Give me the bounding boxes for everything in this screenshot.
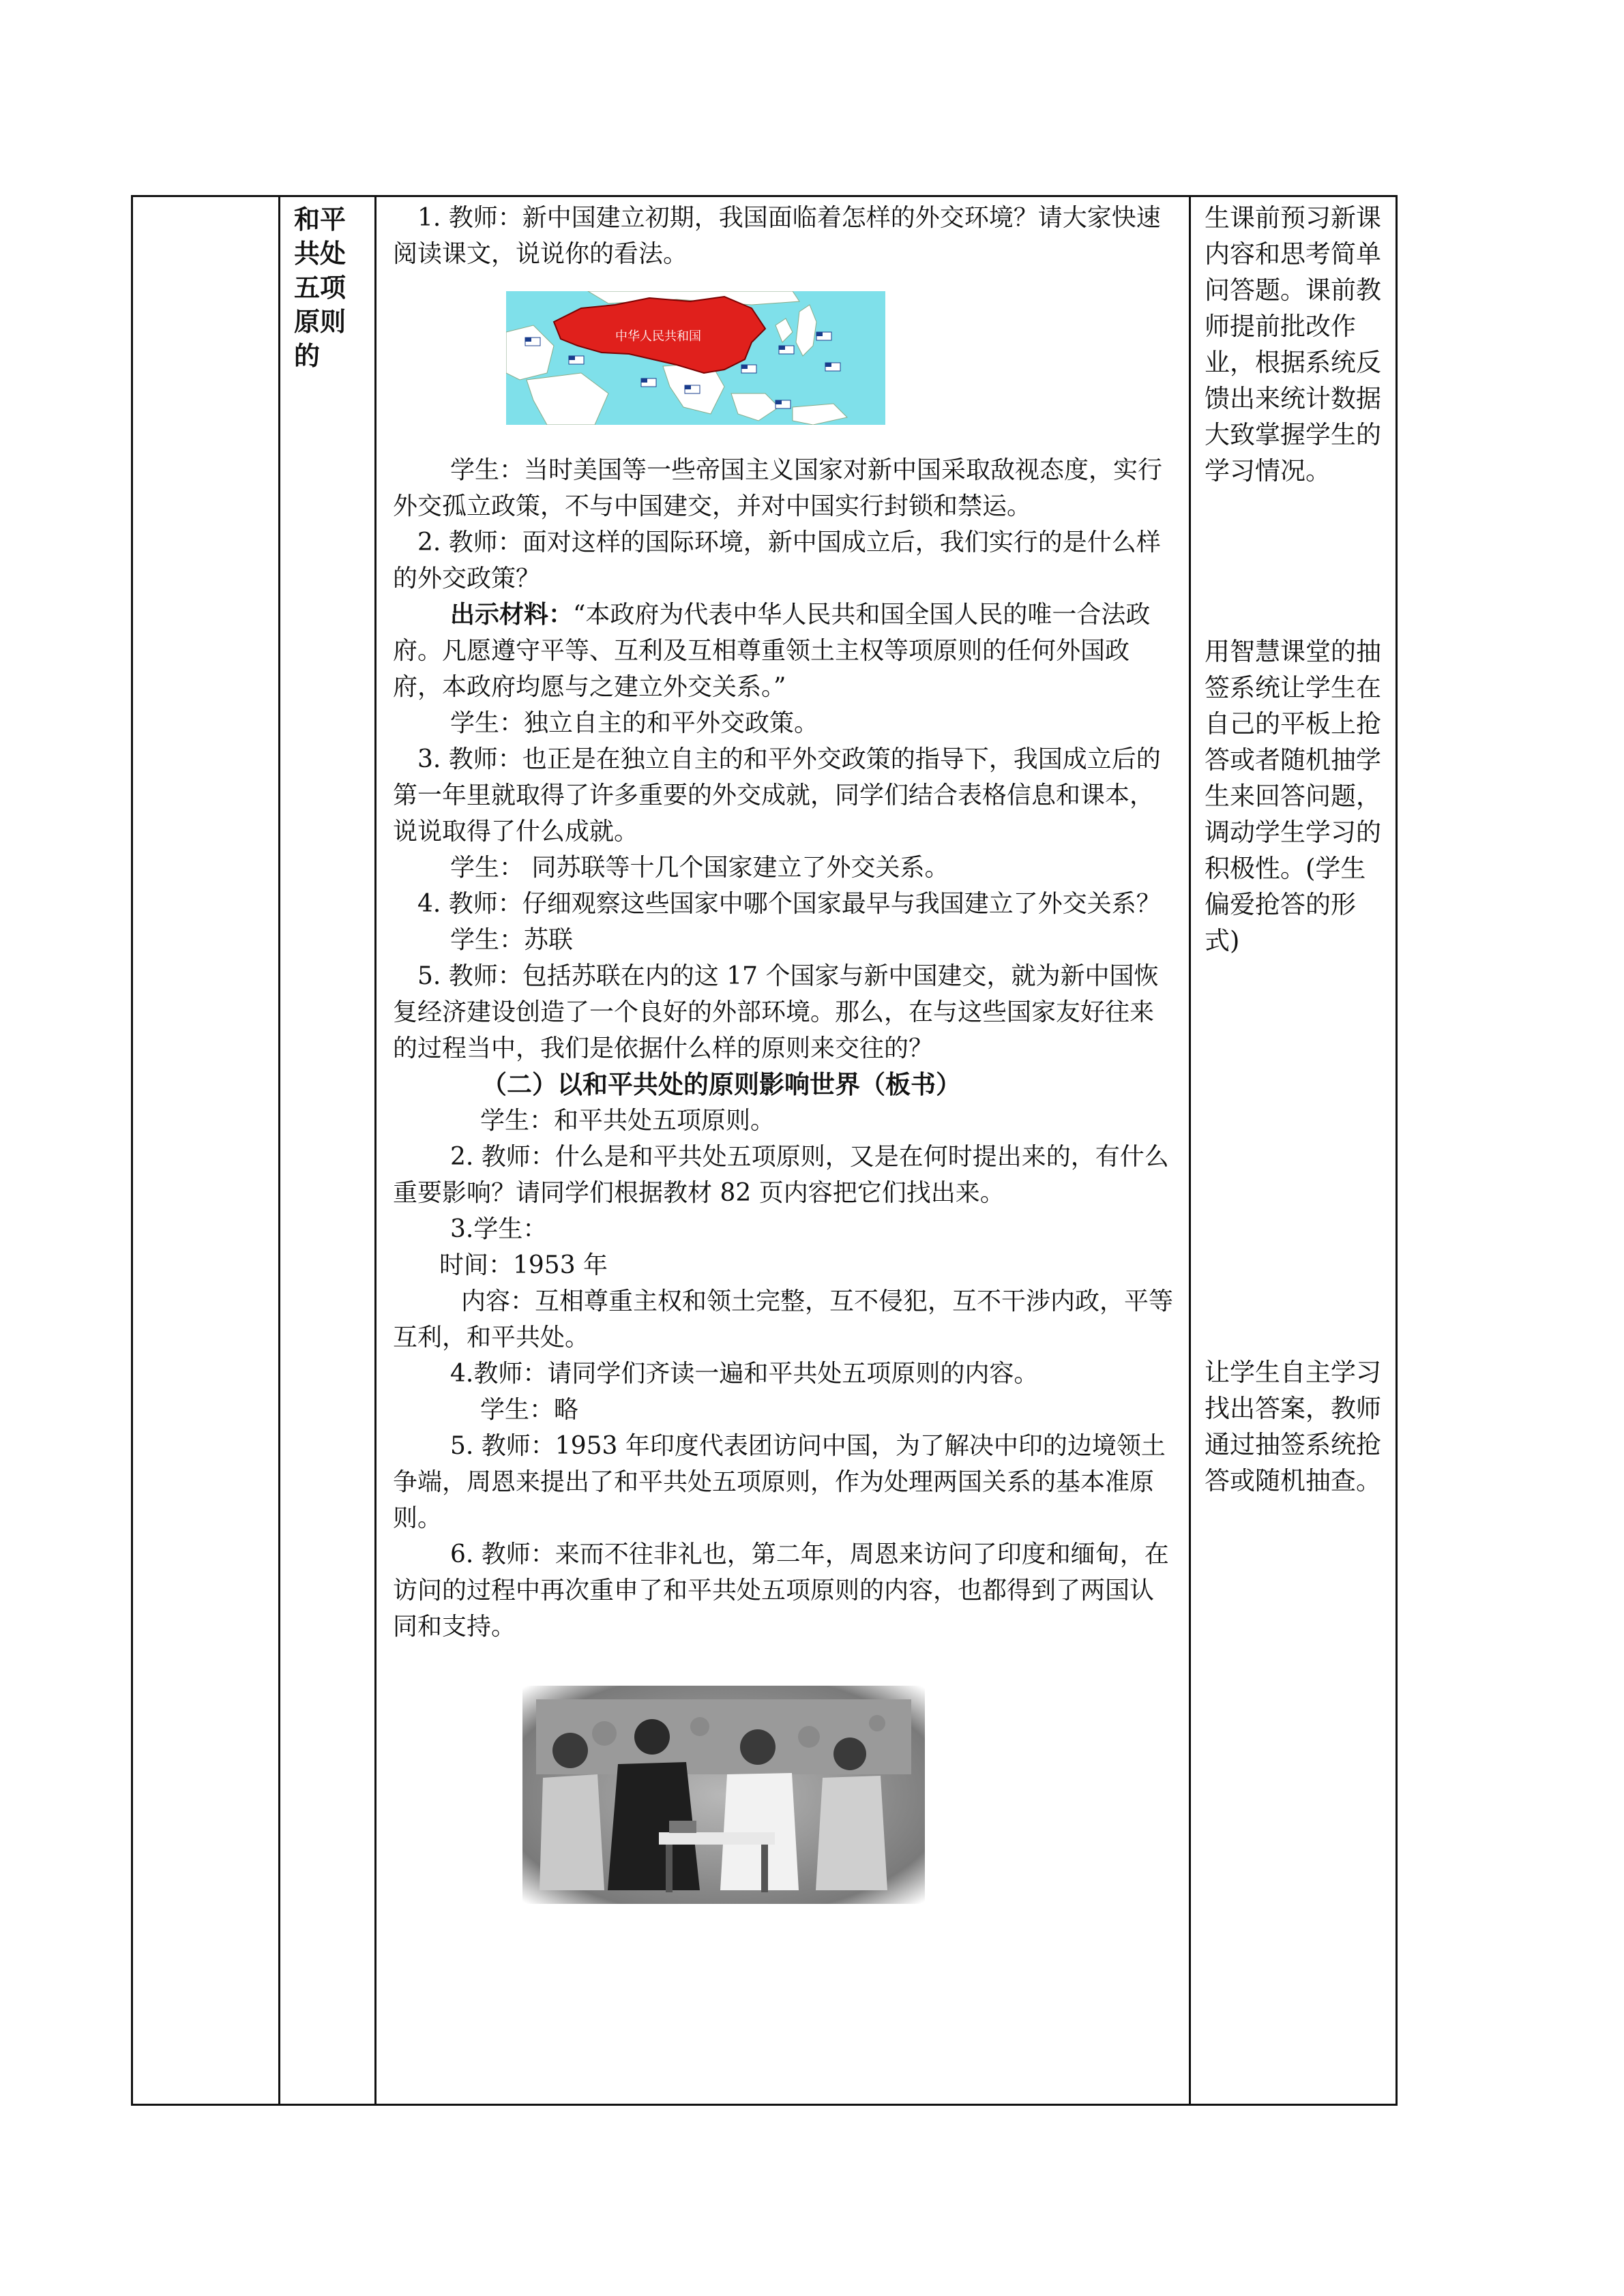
material-text: “本政府为代表中华人民共和国全国人民的唯一合法政府。凡愿遵守平等、互利及互相尊重领土主权等项原则的任何外国政府，本政府均愿与之建立外交关系。”: [393, 601, 1151, 701]
note-paragraph: 用智慧课堂的抽签系统让学生在自己的平板上抢答或者随机抽学生来回答问题，调动学生学习的积极性。(学生偏爱抢答的形式): [1205, 637, 1381, 955]
paragraph: 1. 教师：新中国建立初期，我国面临着怎样的外交环境？请大家快速阅读课文，说说你的看法。: [393, 204, 1161, 268]
paragraph: 6. 教师：来而不往非礼也，第二年，周恩来访问了印度和缅甸，在访问的过程中再次重申了和平共处五项原则的内容，也都得到了两国认同和支持。: [393, 1540, 1169, 1641]
paragraph: 3.学生：: [450, 1215, 548, 1243]
paragraph: 时间：1953 年: [439, 1251, 608, 1279]
lesson-table: [131, 195, 1398, 2106]
note-paragraph: 让学生自主学习找出答案，教师通过抽签系统抢答或随机抽查。: [1205, 1358, 1381, 1495]
paragraph: 5. 教师：1953 年印度代表团访问中国，为了解决中印的边境领土争端，周恩来提出了和平共处五项原则，作为处理两国关系的基本准原则。: [393, 1432, 1166, 1532]
paragraph: 学生： 同苏联等十几个国家建立了外交关系。: [450, 854, 949, 882]
main-content-cell: [376, 196, 1190, 2105]
paragraph: 2. 教师：什么是和平共处五项原则，又是在何时提出来的，有什么重要影响？请同学们根据教材 82 页内容把它们找出来。: [393, 1143, 1169, 1207]
paragraph: 2. 教师：面对这样的国际环境，新中国成立后，我们实行的是什么样的外交政策？: [393, 528, 1161, 593]
paragraph: 学生：苏联: [450, 926, 574, 954]
paragraph: 学生：略: [480, 1396, 579, 1424]
map-image: [506, 291, 885, 425]
section-heading: （二）以和平共处的原则影响世界（板书）: [482, 1070, 961, 1099]
paragraph: 学生：当时美国等一些帝国主义国家对新中国采取敌视态度，实行外交孤立政策，不与中国建交，并对中国实行封锁和禁运。: [393, 456, 1163, 520]
paragraph: 内容：互相尊重主权和领土完整，互不侵犯，互不干涉内政，平等互利，和平共处。: [393, 1287, 1174, 1352]
notes-cell: [1190, 196, 1397, 2105]
map-label: 中华人民共和国: [615, 329, 701, 344]
historical-photo: [522, 1686, 925, 1904]
note-paragraph: 生课前预习新课内容和思考简单问答题。课前教师提前批改作业，根据系统反馈出来统计数据大致掌握学生的学习情况。: [1205, 203, 1381, 486]
table-row: [132, 196, 1397, 2105]
paragraph: 学生：和平共处五项原则。: [480, 1107, 776, 1135]
topic-cell: [280, 196, 376, 2105]
empty-cell: [132, 196, 280, 2105]
paragraph: 5. 教师：包括苏联在内的这 17 个国家与新中国建交，就为新中国恢复经济建设创造了一个良好的外部环境。那么，在与这些国家友好往来的过程当中，我们是依据什么样的原则来交往的？: [393, 962, 1159, 1062]
paragraph: 3. 教师：也正是在独立自主的和平外交政策的指导下，我国成立后的第一年里就取得了许多重要的外交成就，同学们结合表格信息和课本，说说取得了什么成就。: [393, 745, 1161, 846]
topic-text: 和平共处五项原则的: [294, 205, 346, 371]
paragraph: 4. 教师：仔细观察这些国家中哪个国家最早与我国建立了外交关系？: [417, 890, 1161, 918]
paragraph: 学生：独立自主的和平外交政策。: [450, 709, 819, 737]
material-label: 出示材料：: [450, 600, 574, 629]
paragraph: 4.教师：请同学们齐读一遍和平共处五项原则的内容。: [450, 1360, 1039, 1388]
